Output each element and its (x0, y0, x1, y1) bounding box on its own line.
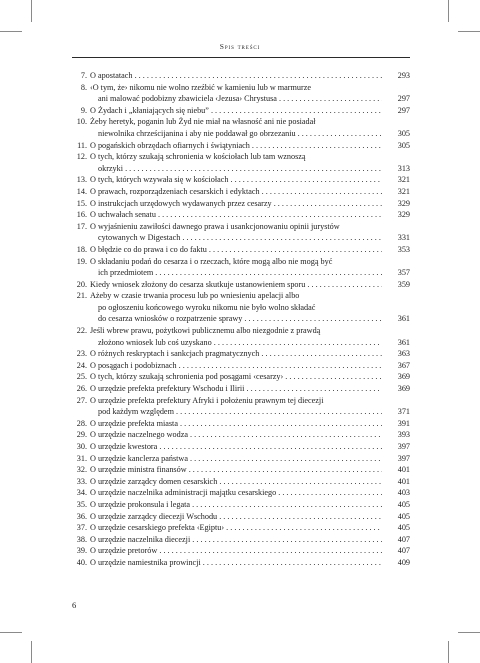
toc-entry-title: O urzędzie zarządcy diecezji Wschodu . . . (90, 511, 382, 523)
toc-entry (72, 545, 410, 557)
toc-entry-number: 20. (76, 279, 87, 289)
toc-entry (72, 116, 410, 139)
toc-entry (72, 499, 410, 511)
toc-entry-number: 35. (76, 499, 87, 509)
toc-entry-number: 7. (80, 71, 87, 80)
toc-entry-number: 19. (76, 256, 87, 266)
table-of-contents (72, 70, 410, 569)
toc-entry-page: 297 (397, 94, 410, 104)
toc-entry-title: O Żydach i „kłaniających się niebu” . . . (90, 105, 382, 117)
toc-entry-line (72, 186, 410, 198)
toc-entry-line (72, 395, 410, 407)
toc-entry-title: O urzędzie pretorów . . . (90, 545, 382, 557)
toc-entry (72, 441, 410, 453)
toc-entry-title: O składaniu podań do cesarza i o rzeczach, które mogą albo nie mogą być (90, 256, 333, 266)
toc-entry-line (72, 198, 410, 210)
toc-entry (72, 221, 410, 244)
toc-entry (72, 279, 410, 291)
toc-entry-line (72, 487, 410, 499)
toc-entry (72, 348, 410, 360)
toc-entry-title: O tych, których wzywała się w kościołach . . . (90, 174, 382, 186)
toc-entry-line (72, 360, 410, 372)
toc-entry (72, 418, 410, 430)
toc-entry-page: 293 (397, 71, 410, 80)
toc-entry-page: 397 (397, 442, 410, 451)
toc-entry-title: niewolnika chrześcijanina i aby nie poddawał go obrzezaniu . . . (98, 128, 382, 140)
toc-entry-number: 18. (76, 244, 87, 254)
toc-entry-number: 29. (76, 430, 87, 440)
toc-entry-title: O urzędzie prokonsula i legata . . . (90, 499, 382, 511)
toc-entry-page: 407 (397, 546, 410, 556)
toc-entry-line (72, 140, 410, 152)
toc-entry-title: O urzędzie prefekta prefektury Afryki i położeniu prawnym tej diecezji (90, 395, 324, 405)
toc-entry-page: 321 (397, 186, 410, 196)
toc-entry-number: 15. (76, 198, 87, 208)
toc-entry-title: O prawach, rozporządzeniach cesarskich i edyktach . . . (90, 186, 382, 198)
toc-entry-line (72, 464, 410, 476)
toc-entry (72, 511, 410, 523)
toc-entry-page: 371 (397, 407, 410, 417)
toc-entry-number: 23. (76, 349, 87, 359)
toc-entry-title: O urzędzie naczelnika diecezji . . . (90, 534, 382, 546)
toc-entry-number: 12. (76, 152, 87, 162)
toc-entry (72, 476, 410, 488)
toc-entry-line (72, 545, 410, 557)
toc-entry-number: 24. (76, 360, 87, 370)
toc-entry-page: 409 (397, 557, 410, 567)
toc-entry-title: ani malować podobizny zbawiciela ‹Jezusa› Chrystusa . . . (98, 93, 382, 105)
toc-entry-page: 359 (397, 279, 410, 289)
toc-entry-page: 297 (397, 105, 410, 115)
toc-entry (72, 256, 410, 279)
toc-entry-page: 313 (397, 163, 410, 173)
toc-entry-title: O urzędzie kanclerza państwa . . . (90, 453, 382, 465)
toc-entry-title: O urzędzie cesarskiego prefekta ‹Egiptu› . . . (90, 522, 382, 534)
toc-entry-line (72, 174, 410, 186)
toc-entry-line (72, 221, 410, 233)
toc-entry-page: 305 (397, 140, 410, 150)
toc-entry-title: złożono wniosek lub coś uzyskano . . . (98, 337, 382, 349)
toc-entry-number: 10. (76, 117, 87, 127)
toc-entry (72, 105, 410, 117)
toc-entry-line (72, 522, 410, 534)
toc-entry-title: Żeby heretyk, poganin lub Żyd nie miał na własność ani nie posiadał (90, 117, 316, 127)
toc-entry-line (72, 163, 410, 175)
toc-entry-line (72, 267, 410, 279)
toc-entry-line (72, 511, 410, 523)
toc-entry (72, 429, 410, 441)
toc-entry-line (72, 128, 410, 140)
toc-entry-title: Kiedy wniosek złożony do cesarza skutkuje ustanowieniem sporu . . . (90, 279, 382, 291)
toc-entry-title: cytowanych w Digestach . . . (98, 232, 382, 244)
toc-entry-page: 403 (397, 488, 410, 498)
toc-entry-line (72, 290, 410, 302)
toc-entry-line (72, 453, 410, 465)
toc-entry (72, 244, 410, 256)
toc-entry-title: O tych, którzy szukają schronienia w kościołach lub tam wznoszą (90, 152, 306, 162)
toc-entry-number: 31. (76, 453, 87, 463)
toc-entry-number: 13. (76, 175, 87, 185)
toc-entry-page: 331 (397, 233, 410, 243)
toc-entry-line (72, 244, 410, 256)
toc-entry (72, 198, 410, 210)
toc-entry-page: 305 (397, 128, 410, 138)
toc-entry (72, 290, 410, 325)
toc-entry-title: O pogańskich obrzędach ofiarnych i świątyniach . . . (90, 140, 382, 152)
toc-entry (72, 464, 410, 476)
toc-entry-line (72, 383, 410, 395)
toc-entry-number: 32. (76, 465, 87, 475)
toc-entry-number: 8. (80, 82, 87, 92)
header-rule (72, 57, 410, 58)
toc-entry-title: O błędzie co do prawa i co do faktu . . . (90, 244, 382, 256)
toc-entry-title: ‹O tym, że› nikomu nie wolno rzeźbić w kamieniu lub w marmurze (90, 82, 311, 92)
toc-entry-line (72, 279, 410, 291)
toc-entry-title: O urzędzie namiestnika prowincji . . . (90, 557, 382, 569)
toc-entry-page: 329 (397, 210, 410, 220)
toc-entry-number: 11. (77, 140, 87, 150)
toc-entry-line (72, 429, 410, 441)
toc-entry-line (72, 70, 410, 82)
crop-mark-top-right-h (458, 31, 480, 32)
crop-mark-bottom-left-v (31, 641, 32, 663)
toc-entry-number: 25. (76, 372, 87, 382)
toc-entry-number: 38. (76, 534, 87, 544)
toc-entry (72, 522, 410, 534)
toc-entry-line (72, 209, 410, 221)
toc-entry-number: 21. (76, 291, 87, 301)
toc-entry-number: 28. (76, 418, 87, 428)
toc-entry (72, 174, 410, 186)
toc-entry-title: O urzędzie prefekta miasta . . . (90, 418, 382, 430)
toc-entry-line (72, 151, 410, 163)
toc-entry-line (72, 348, 410, 360)
toc-entry-number: 14. (76, 186, 87, 196)
toc-entry-number: 34. (76, 488, 87, 498)
toc-entry-page: 361 (397, 314, 410, 324)
toc-entry-title: O urzędzie ministra finansów . . . (90, 464, 382, 476)
running-header: Spis treści (219, 42, 261, 51)
toc-entry-line (72, 105, 410, 117)
toc-entry (72, 360, 410, 372)
crop-mark-top-left-v (31, 0, 32, 22)
toc-entry-title: O posągach i podobiznach . . . (90, 360, 382, 372)
toc-entry-number: 26. (76, 384, 87, 394)
toc-entry-page: 321 (397, 175, 410, 185)
toc-entry-number: 16. (76, 210, 87, 220)
toc-entry-number: 30. (76, 442, 87, 451)
toc-entry-title: O urzędzie naczelnego wodza . . . (90, 429, 382, 441)
toc-entry-page: 353 (397, 244, 410, 254)
toc-entry-title: O tych, którzy szukają schronienia pod posągami ‹cesarzy› . . . (90, 371, 382, 383)
toc-entry-number: 37. (76, 523, 87, 533)
toc-entry-number: 36. (76, 511, 87, 521)
toc-entry-title: po ogłoszeniu końcowego wyroku nikomu nie było wolno składać (98, 302, 316, 312)
toc-entry-page: 405 (397, 499, 410, 509)
toc-entry-line (72, 325, 410, 337)
toc-entry-page: 367 (397, 360, 410, 370)
toc-entry-page: 329 (397, 198, 410, 208)
toc-entry-page: 357 (397, 268, 410, 278)
toc-entry (72, 534, 410, 546)
toc-entry-number: 40. (76, 557, 87, 567)
toc-entry (72, 371, 410, 383)
toc-entry-line (72, 441, 410, 453)
toc-entry-line (72, 93, 410, 105)
toc-entry (72, 395, 410, 418)
toc-entry-title: O urzędzie zarządcy domen cesarskich . . . (90, 476, 382, 488)
toc-entry (72, 82, 410, 105)
toc-entry-number: 9. (80, 105, 87, 115)
toc-entry-number: 33. (76, 476, 87, 486)
toc-entry-line (72, 116, 410, 128)
toc-entry-page: 397 (397, 453, 410, 463)
toc-entry (72, 453, 410, 465)
toc-entry-line (72, 371, 410, 383)
toc-entry (72, 209, 410, 221)
toc-entry-number: 22. (76, 326, 87, 336)
toc-entry-line (72, 499, 410, 511)
toc-entry-title: O różnych reskryptach i sankcjach pragmatycznych . . . (90, 348, 382, 360)
toc-entry (72, 383, 410, 395)
crop-mark-bottom-left-h (0, 632, 22, 633)
toc-entry-line (72, 534, 410, 546)
toc-entry-line (72, 418, 410, 430)
toc-entry-page: 401 (397, 476, 410, 486)
page-number: 6 (72, 600, 77, 610)
toc-entry-title: O uchwałach senatu . . . (90, 209, 382, 221)
toc-entry-page: 393 (397, 430, 410, 440)
toc-entry-title: pod każdym względem . . . (98, 406, 382, 418)
toc-entry-line (72, 476, 410, 488)
toc-entry-title: O apostatach . . . (90, 70, 382, 82)
toc-entry-page: 369 (397, 384, 410, 394)
toc-entry-title: Jeśli wbrew prawu, pożytkowi publicznemu albo niezgodnie z prawdą (90, 326, 321, 336)
crop-mark-top-left-h (0, 31, 22, 32)
toc-entry (72, 186, 410, 198)
crop-mark-bottom-right-h (458, 632, 480, 633)
toc-entry-number: 17. (76, 221, 87, 231)
toc-entry-page: 401 (397, 465, 410, 475)
toc-entry-line (72, 337, 410, 349)
toc-entry-page: 391 (397, 418, 410, 428)
toc-entry-line (72, 256, 410, 268)
toc-entry-number: 39. (76, 546, 87, 556)
toc-entry-line (72, 232, 410, 244)
toc-entry-line (72, 557, 410, 569)
toc-entry (72, 325, 410, 348)
toc-entry (72, 487, 410, 499)
toc-entry-line (72, 313, 410, 325)
toc-entry-page: 405 (397, 523, 410, 533)
toc-entry-title: O urzędzie naczelnika administracji majątku cesarskiego . . . (90, 487, 382, 499)
toc-entry (72, 151, 410, 174)
toc-entry-title: O instrukcjach urzędowych wydawanych przez cesarzy . . . (90, 198, 382, 210)
toc-entry (72, 70, 410, 82)
toc-entry-title: do cesarza wniosków o rozpatrzenie sprawy . . . (98, 313, 382, 325)
toc-entry (72, 140, 410, 152)
toc-entry-line (72, 82, 410, 94)
toc-entry (72, 557, 410, 569)
crop-mark-top-right-v (448, 0, 449, 22)
toc-entry-title: okrzyki . . . (98, 163, 382, 175)
toc-entry-title: O urzędzie prefekta prefektury Wschodu i Ilirii . . . (90, 383, 382, 395)
crop-mark-bottom-right-v (448, 641, 449, 663)
toc-entry-number: 27. (76, 395, 87, 405)
toc-entry-page: 369 (397, 372, 410, 382)
toc-entry-page: 405 (397, 511, 410, 521)
toc-entry-page: 361 (397, 337, 410, 347)
toc-entry-page: 407 (397, 534, 410, 544)
toc-entry-line (72, 406, 410, 418)
toc-entry-page: 363 (397, 349, 410, 359)
toc-entry-title: ich przedmiotem . . . (98, 267, 382, 279)
toc-entry-title: Ażeby w czasie trwania procesu lub po wniesieniu apelacji albo (90, 291, 300, 301)
toc-entry-title: O urzędzie kwestora . . . (90, 441, 382, 453)
toc-entry-title: O wyjaśnieniu zawiłości dawnego prawa i usankcjonowaniu opinii jurystów (90, 221, 340, 231)
toc-entry-line (72, 302, 410, 314)
